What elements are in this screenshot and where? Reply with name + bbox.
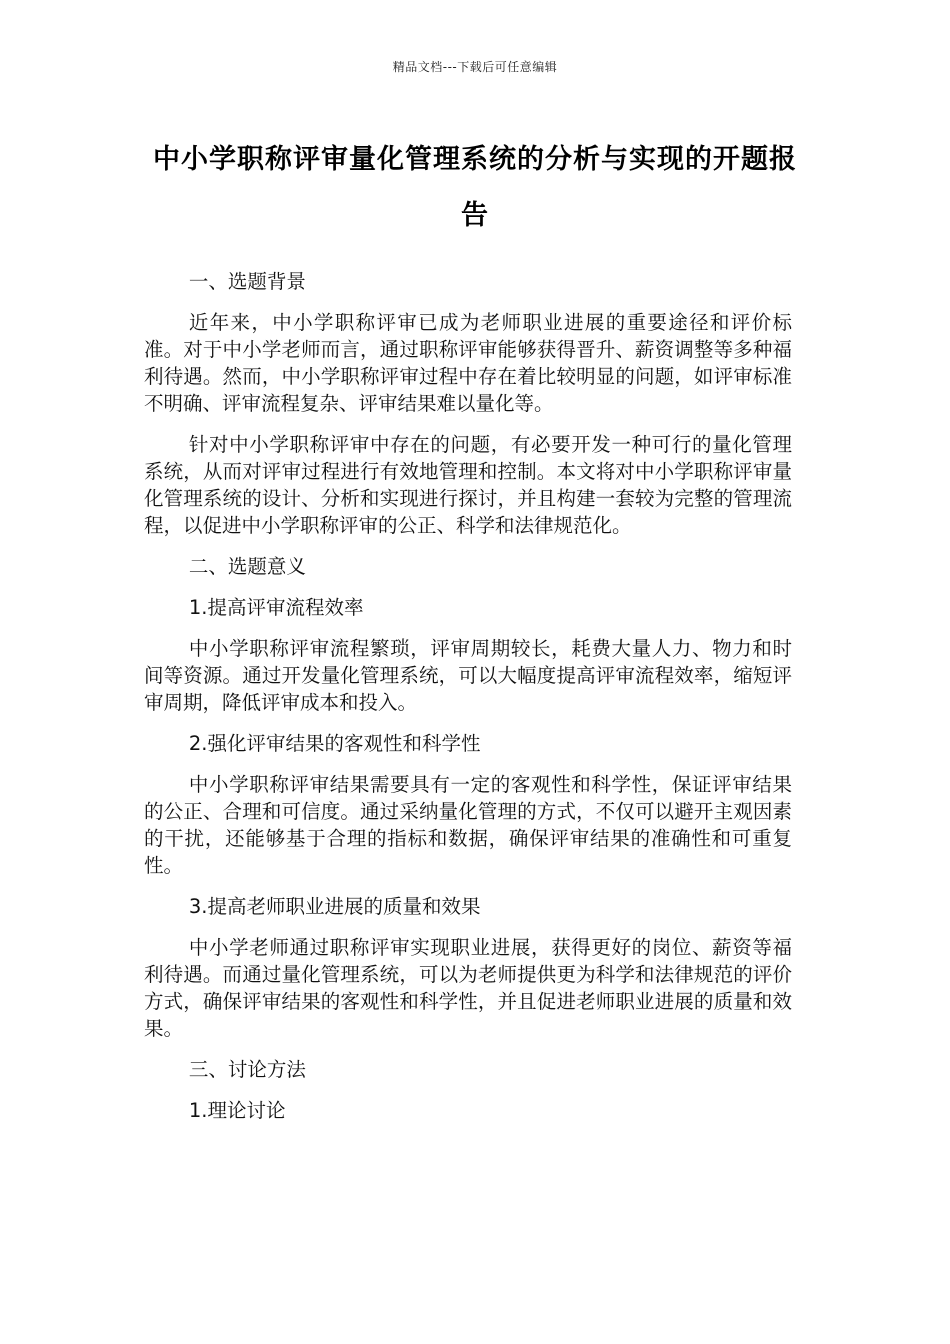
paragraph-background-2: 针对中小学职称评审中存在的问题，有必要开发一种可行的量化管理系统，从而对评审过程进行有效地管理和控制。本文将对中小学职称评审量化管理系统的设计、分析和实现进行探讨，并且构建一套较为完整的管理流程，以促进中小学职称评审的公正、科学和法律规范化。 xyxy=(144,433,792,537)
subheading-theory: 1.理论讨论 xyxy=(188,1099,286,1122)
section-heading-method: 三、讨论方法 xyxy=(188,1058,306,1081)
document-title: 中小学职称评审量化管理系统的分析与实现的开题报告 xyxy=(153,144,797,231)
paragraph-quality: 中小学老师通过职称评审实现职业进展，获得更好的岗位、薪资等福利待遇。而通过量化管理系统，可以为老师提供更为科学和法律规范的评价方式，确保评审结果的客观性和科学性，并且促进老师职业进展的质量和效果。 xyxy=(144,936,792,1040)
paragraph-efficiency: 中小学职称评审流程繁琐，评审周期较长，耗费大量人力、物力和时间等资源。通过开发量化管理系统，可以大幅度提高评审流程效率，缩短评审周期，降低评审成本和投入。 xyxy=(144,637,792,714)
paragraph-background-1: 近年来，中小学职称评审已成为老师职业进展的重要途径和评价标准。对于中小学老师而言，通过职称评审能够获得晋升、薪资调整等多种福利待遇。然而，中小学职称评审过程中存在着比较明显的问题，如评审标准不明确、评审流程复杂、评审结果难以量化等。 xyxy=(144,311,792,415)
header-note: 精品文档---下载后可任意编辑 xyxy=(392,60,558,74)
subheading-objectivity: 2.强化评审结果的客观性和科学性 xyxy=(188,732,481,755)
subheading-efficiency: 1.提高评审流程效率 xyxy=(188,596,364,619)
section-heading-background: 一、选题背景 xyxy=(188,270,306,293)
paragraph-objectivity: 中小学职称评审结果需要具有一定的客观性和科学性，保证评审结果的公正、合理和可信度。通过采纳量化管理的方式，不仅可以避开主观因素的干扰，还能够基于合理的指标和数据，确保评审结果的准确性和可重复性。 xyxy=(144,773,792,877)
subheading-quality: 3.提高老师职业进展的质量和效果 xyxy=(188,895,481,918)
section-heading-significance: 二、选题意义 xyxy=(188,555,306,578)
document-body xyxy=(144,268,792,1138)
